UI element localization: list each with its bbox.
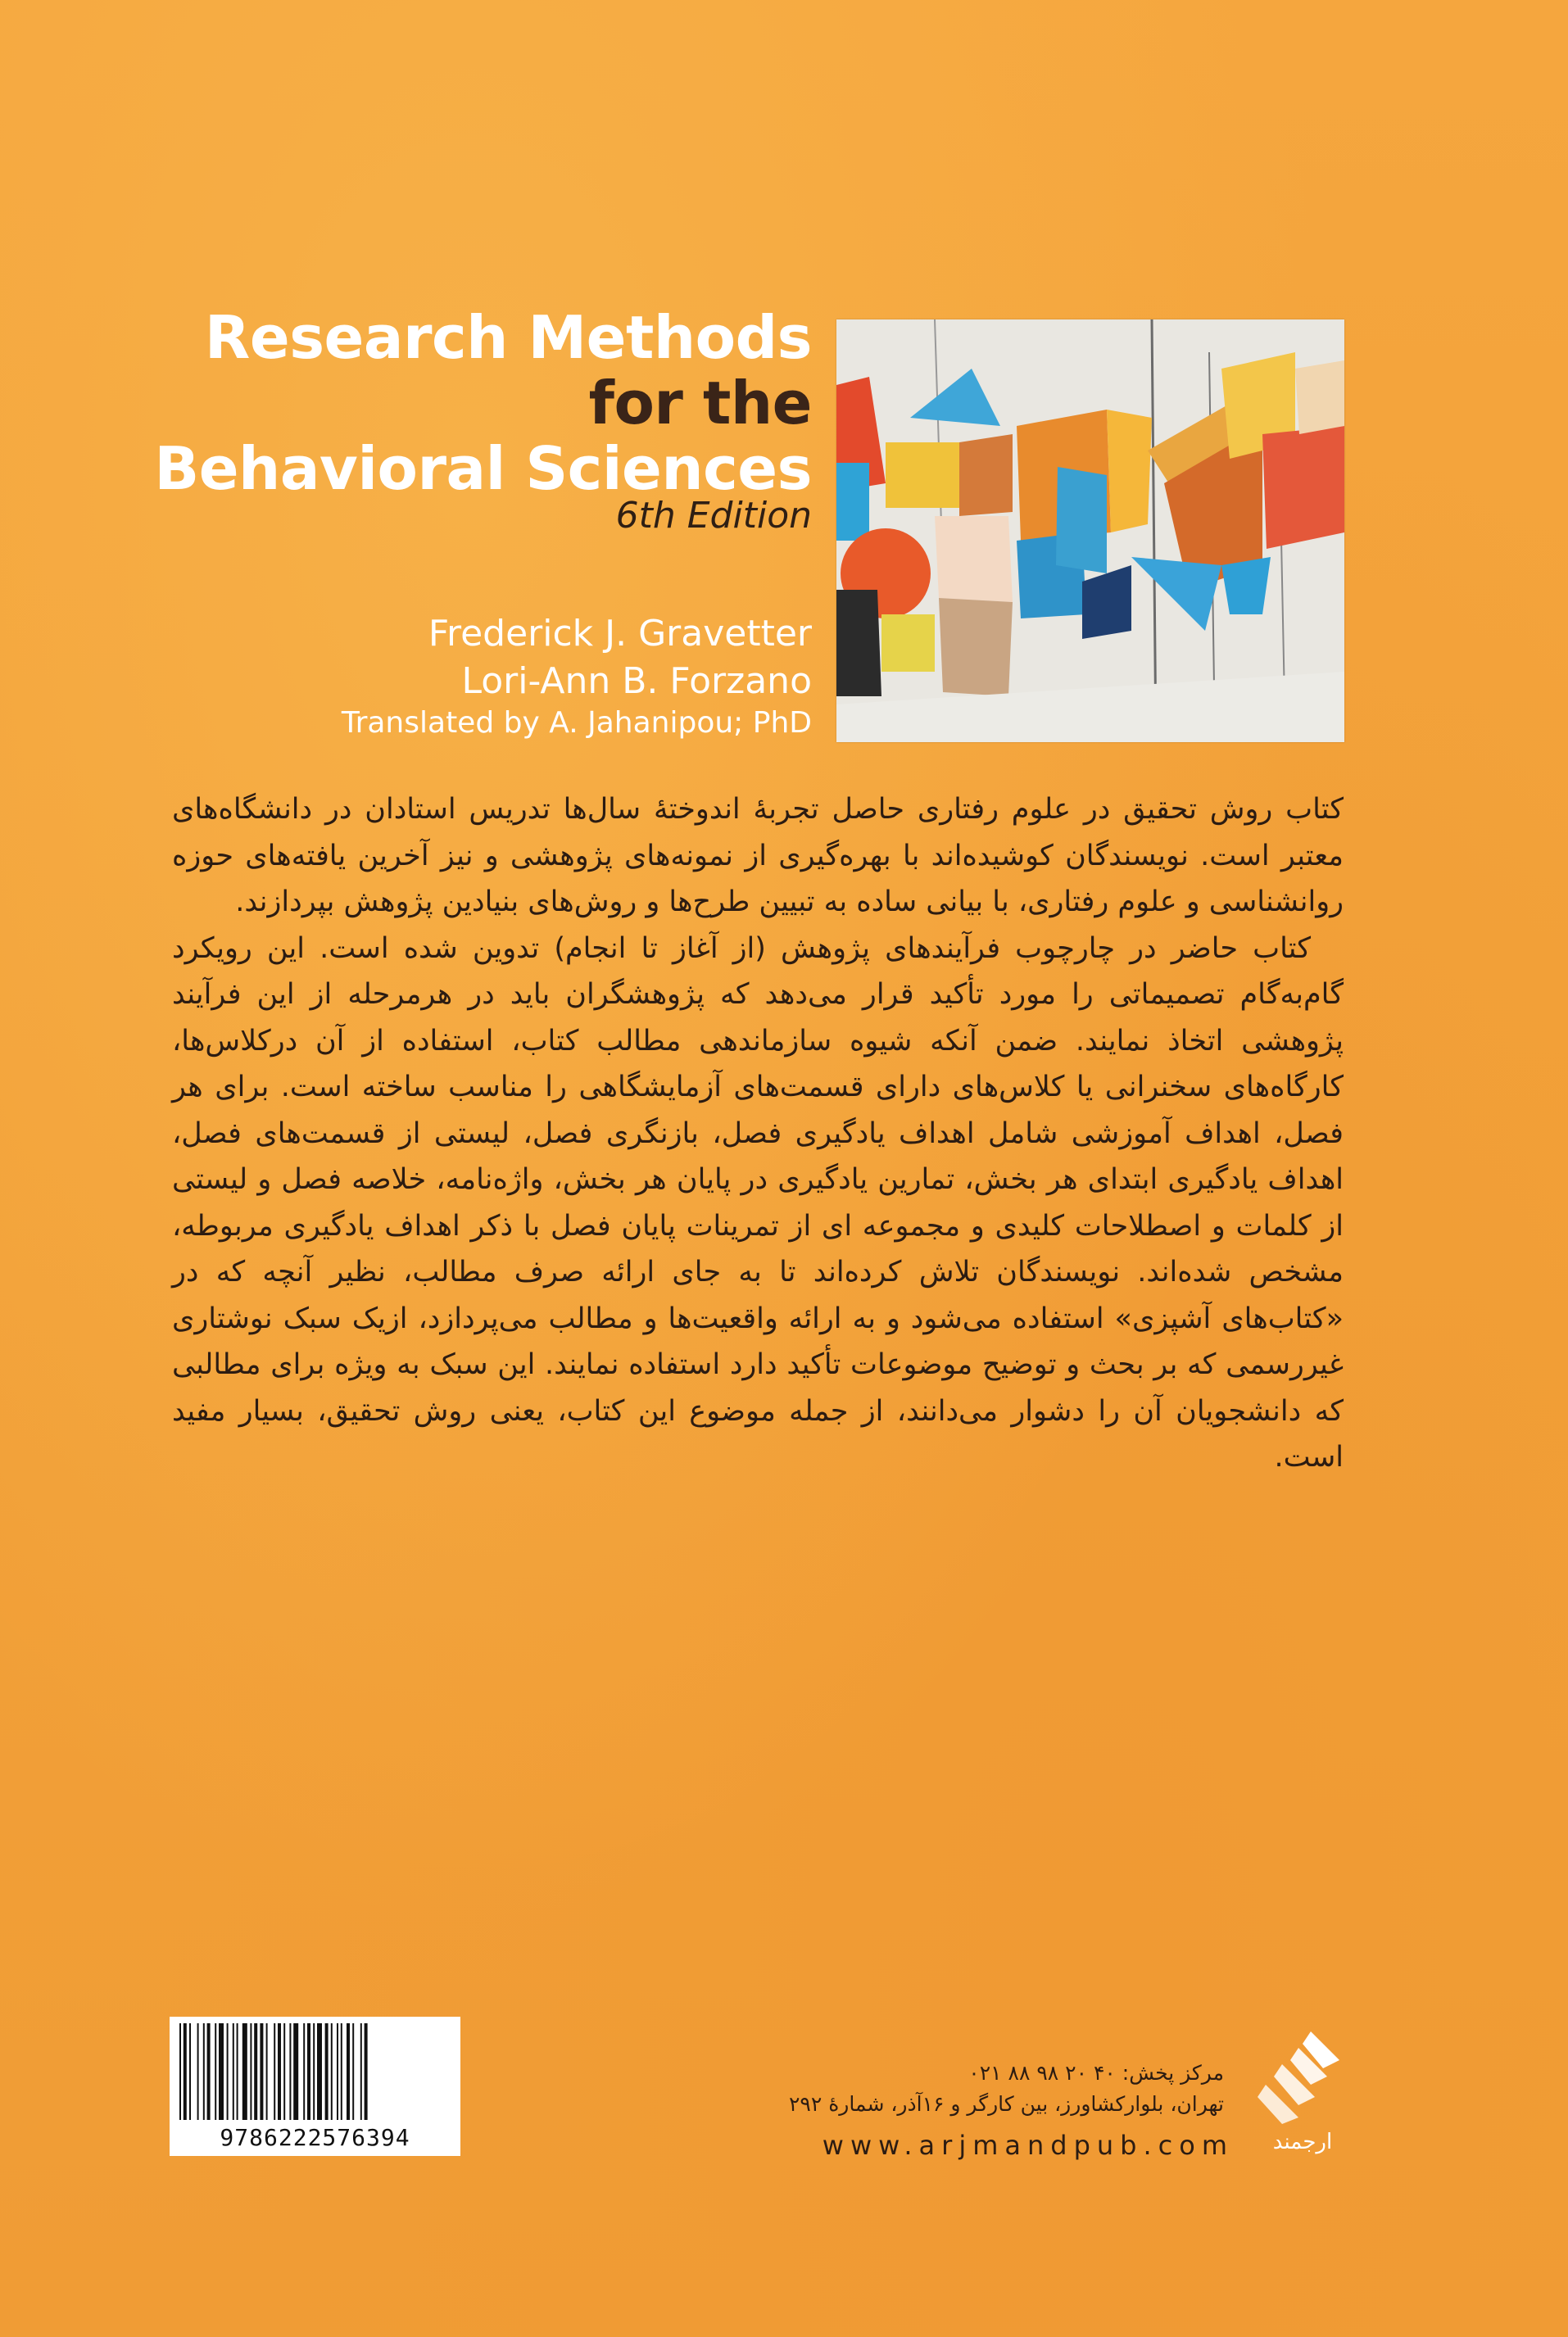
barcode-bar: [283, 2023, 285, 2120]
cover-artwork-image: [836, 319, 1344, 742]
barcode-bar: [254, 2023, 257, 2120]
publisher-address: تهران، بلوارکشاورز، بین کارگر و ۱۶آذر، شمارهٔ ۲۹۲: [788, 2092, 1224, 2116]
barcode-bar: [189, 2023, 191, 2120]
barcode-bar: [207, 2023, 211, 2120]
barcode-bar: [260, 2023, 263, 2120]
author-2: Lori-Ann B. Forzano: [461, 660, 812, 702]
publisher-name: ارجمند: [1272, 2130, 1333, 2154]
translator-credit: Translated by A. Jahanipou; PhD: [341, 706, 812, 740]
barcode-bar: [341, 2023, 342, 2120]
barcode-bar: [219, 2023, 224, 2120]
barcode-bar: [293, 2023, 298, 2120]
book-title: [154, 305, 812, 501]
barcode-bar: [278, 2023, 281, 2120]
barcode-bar: [317, 2023, 322, 2120]
author-1: Frederick J. Gravetter: [428, 613, 812, 654]
authors: [428, 610, 812, 705]
barcode-bar: [274, 2023, 275, 2120]
distribution-center: مرکز پخش: ۴۰ ۲۰ ۹۸ ۸۸ ۰۲۱: [968, 2061, 1224, 2085]
barcode-bar: [365, 2023, 368, 2120]
barcode-bar: [303, 2023, 305, 2120]
title-line-2: for the: [588, 369, 812, 437]
barcode-bar: [237, 2023, 238, 2120]
barcode-bar: [233, 2023, 234, 2120]
barcode-bar: [360, 2023, 362, 2120]
barcode-bar: [307, 2023, 310, 2120]
publisher-website: www.arjmandpub.com: [822, 2130, 1234, 2161]
publisher-contact: [789, 2058, 1224, 2120]
barcode-bar: [197, 2023, 199, 2120]
barcode-bar: [347, 2023, 350, 2120]
barcode-bar: [289, 2023, 291, 2120]
description-paragraph-1: کتاب روش تحقیق در علوم رفتاری حاصل تجربهٔ اندوختهٔ سال‌ها تدریس استادان در دانشگاه‌های معتبر است. نویسندگان کوشیده‌اند با بهره‌گیری از نمونه‌های پژوهشی و نیز آخرین یافته‌های حوزه روانشناسی و علوم رفتاری، با بیانی ساده به تبیین طرح‌ها و روش‌های بنیادین پژوهش بپردازند.: [172, 793, 1344, 918]
barcode-bar: [266, 2023, 268, 2120]
barcode-bar: [184, 2023, 187, 2120]
isbn-barcode: [170, 2017, 460, 2156]
description-paragraph-2: کتاب حاضر در چارچوب فرآیندهای پژوهش (از آغاز تا انجام) تدوین شده است. این رویکرد گام‌به‌گام تصمیماتی را مورد تأکید قرار می‌دهد که پژوهشگران باید در هرمرحله از این فرآیند پژوهشی اتخاذ نمایند. ضمن آنکه شیوه سازماندهی مطالب کتاب، استفاده از آن درکلاس‌ها، کارگاه‌های سخنرانی یا کلاس‌های دارای قسمت‌های آزمایشگاهی را مناسب ساخته است. برای هر فصل، اهداف آموزشی شامل اهداف یادگیری فصل، بازنگری فصل، لیستی از قسمت‌های فصل، اهداف یادگیری ابتدای هر بخش، تمارین یادگیری در پایان هر بخش، واژه‌نامه، خلاصه فصل و لیستی از کلمات و اصطلاحات کلیدی و مجموعه ای از تمرینات پایان فصل با ذکر اهداف یادگیری مربوطه، مشخص شده‌اند. نویسندگان تلاش کرده‌اند تا به جای ارائه صرف مطالب، نظیر آنچه که در «کتاب‌های آشپزی» استفاده می‌شود و به ارائه واقعیت‌ها و مطالب می‌پردازد، ازیک سبک نوشتاری غیررسمی که بر بحث و توضیح موضوعات تأکید دارد استفاده نمایند. این سبک به ویژه برای مطالبی که دانشجویان آن را دشوار می‌دانند، از جمله موضوع این کتاب، یعنی روش تحقیق، بسیار مفید است.: [172, 931, 1344, 1474]
barcode-bar: [203, 2023, 205, 2120]
edition-label: 6th Edition: [615, 495, 812, 537]
barcode-bar: [313, 2023, 315, 2120]
barcode-bar: [227, 2023, 229, 2120]
barcode-bar: [250, 2023, 252, 2120]
barcode-bar: [337, 2023, 338, 2120]
title-line-3: Behavioral Sciences: [154, 434, 812, 503]
isbn-number: 9786222576394: [220, 2124, 410, 2151]
title-line-1: Research Methods: [204, 303, 812, 372]
barcode-bars: [170, 2017, 460, 2123]
book-description: [172, 786, 1344, 1481]
barcode-bar: [325, 2023, 329, 2120]
barcode-bar: [331, 2023, 333, 2120]
barcode-bar: [242, 2023, 247, 2120]
barcode-bar: [352, 2023, 354, 2120]
barcode-bar: [179, 2023, 181, 2120]
barcode-bar: [215, 2023, 216, 2120]
